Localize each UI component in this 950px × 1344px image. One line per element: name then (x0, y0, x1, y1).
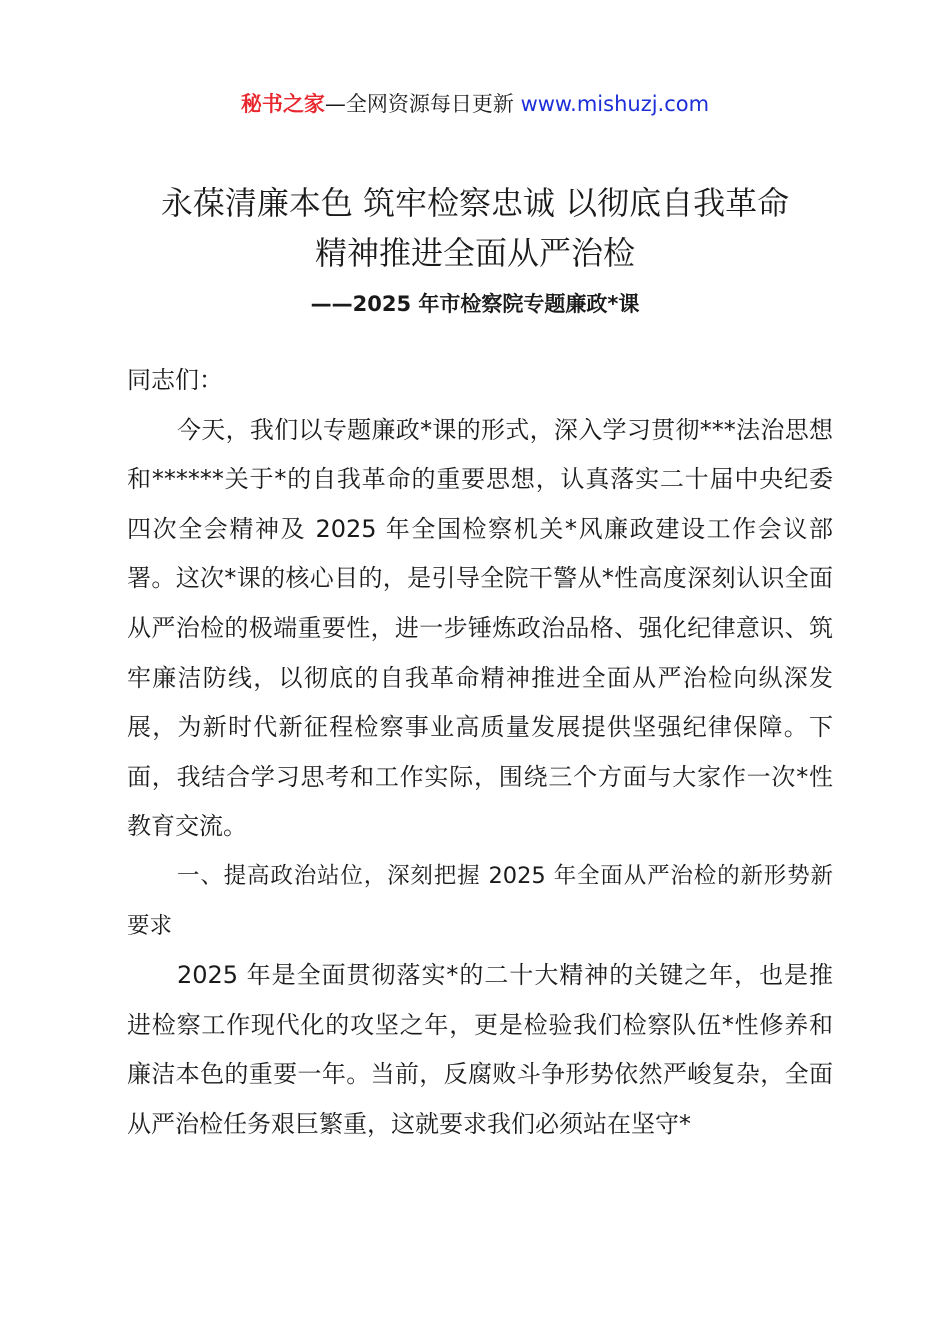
paragraph: 2025 年是全面贯彻落实*的二十大精神的关键之年，也是推进检察工作现代化的攻坚之年，更是检验我们检察队伍*性修养和廉洁本色的重要一年。当前，反腐败斗争形势依然严峻复杂，全面从严治检任务艰巨繁重，这就要求我们必须站在坚守* (127, 961, 833, 1138)
site-header (0, 88, 950, 120)
salutation: 同志们： (127, 366, 223, 394)
document-body (127, 356, 833, 1150)
title-line-1: 永葆清廉本色 筑牢检察忠诚 以彻底自我革命 (160, 184, 790, 222)
document-subtitle: ——2025 年市检察院专题廉政*课 (310, 292, 640, 316)
site-tagline: —全网资源每日更新 (324, 92, 521, 116)
title-line-2: 精神推进全面从严治检 (314, 234, 635, 272)
paragraph: 今天，我们以专题廉政*课的形式，深入学习贯彻***法治思想和******关于*的自我革命的重要思想，认真落实二十届中央纪委四次全会精神及 2025 年全国检察机关*风廉政建设工作会议部署。这次*课的核心目的，是引导全院干警从*性高度深刻认识全面从严治检的极端重要性，进一步锤炼政治品格、强化纪律意识、筑牢廉洁防线，以彻底的自我革命精神推进全面从严治检向纵深发展，为新时代新征程检察事业高质量发展提供坚强纪律保障。下面，我结合学习思考和工作实际，围绕三个方面与大家作一次*性教育交流。 (127, 415, 833, 841)
section-heading: 一、提高政治站位，深刻把握 2025 年全面从严治检的新形势新要求 (127, 862, 833, 939)
site-url-link[interactable]: www.mishuzj.com (520, 92, 710, 116)
document-title (100, 178, 850, 278)
site-brand: 秘书之家 (240, 92, 325, 116)
